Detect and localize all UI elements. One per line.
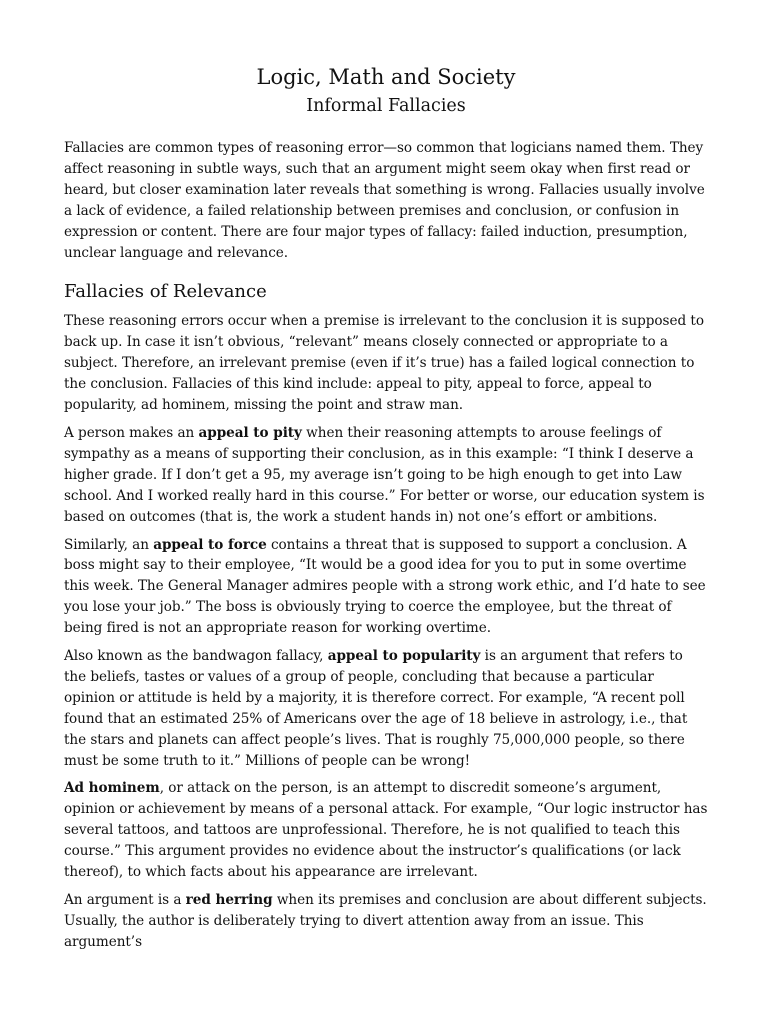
term-appeal-to-force: appeal to force [153, 536, 267, 553]
ad-hominem-paragraph [64, 778, 708, 883]
appeal-to-force-paragraph [64, 535, 708, 640]
document-page [64, 62, 708, 960]
term-appeal-to-popularity: appeal to popularity [327, 648, 481, 665]
intro-paragraph: Fallacies are common types of reasoning error—so common that logicians named them. They affect reasoning in subtle ways, such that an argument might seem okay when first read or heard, but closer examination later reveals that something is wrong. Fallacies usually involve a lack of evidence, a failed relationship between premises and conclusion, or confusion in expression or content. There are four major types of fallacy: failed induction, presumption, unclear language and relevance. [64, 140, 705, 261]
red-herring-paragraph [64, 890, 708, 953]
text-span: when its premises and conclusion are about different subjects. Usually, the author is deliberately trying to divert attention away from an issue. This argument’s [64, 892, 707, 950]
text-span: Similarly, an [64, 536, 154, 553]
appeal-to-popularity-paragraph [64, 646, 708, 771]
relevance-paragraph: These reasoning errors occur when a premise is irrelevant to the conclusion it is supposed to back up. In case it isn’t obvious, “relevant” means closely connected or appropriate to a subject. Therefore, an irrelevant premise (even if it’s true) has a failed logical connection to the conclusion. Fallacies of this kind include: appeal to pity, appeal to force, appeal to popularity, ad hominem, missing the point and straw man. [64, 313, 704, 414]
text-span: An argument is a [64, 892, 186, 908]
appeal-to-pity-paragraph [64, 423, 708, 528]
text-span: Also known as the bandwagon fallacy, [64, 648, 328, 665]
text-span: A person makes an [64, 424, 199, 441]
text-span: contains a threat that is supposed to support a conclusion. A boss might say to their employee, “It would be a good idea for you to put in some overtime this week. The General Manager admires people with a strong work ethic, and I’d hate to see you lose your job.” The boss is obviously trying to coerce the employee, but the threat of being fired is not an appropriate reason for working overtime. [64, 536, 706, 637]
text-span: when their reasoning attempts to arouse feelings of sympathy as a means of supporting their conclusion, as in this example: “I think I deserve a higher grade. If I don’t get a 95, my average isn’t going to be high enough to get into Law school. And I worked really hard in this course.” For better or worse, our education system is based on outcomes (that is, the work a student hands in) not one’s effort or ambitions. [64, 424, 705, 525]
document-title: Logic, Math and Society [256, 65, 516, 89]
text-span: , or attack on the person, is an attempt to discredit someone’s argument, opinion or achievement by means of a personal attack. For example, “Our logic instructor has several tattoos, and tattoos are unprofessional. Therefore, he is not qualified to teach this course.” This argument provides no evidence about the instructor’s qualifications (or lack thereof), to which facts about his appearance are irrelevant. [64, 780, 708, 881]
term-appeal-to-pity: appeal to pity [198, 424, 302, 441]
term-ad-hominem: Ad hominem [64, 780, 160, 797]
term-red-herring: red herring [185, 892, 273, 908]
section-heading: Fallacies of Relevance [64, 281, 267, 303]
document-subtitle: Informal Fallacies [306, 96, 466, 116]
text-span: is an argument that refers to the beliefs, tastes or values of a group of people, concluding that because a particular opinion or attitude is held by a majority, it is therefore correct. For example, “A recent poll found that an estimated 25% of Americans over the age of 18 believe in astrology, i.e., that the stars and planets can affect people’s lives. That is roughly 75,000,000 people, so there must be some truth to it.” Millions of people can be wrong! [64, 648, 688, 769]
